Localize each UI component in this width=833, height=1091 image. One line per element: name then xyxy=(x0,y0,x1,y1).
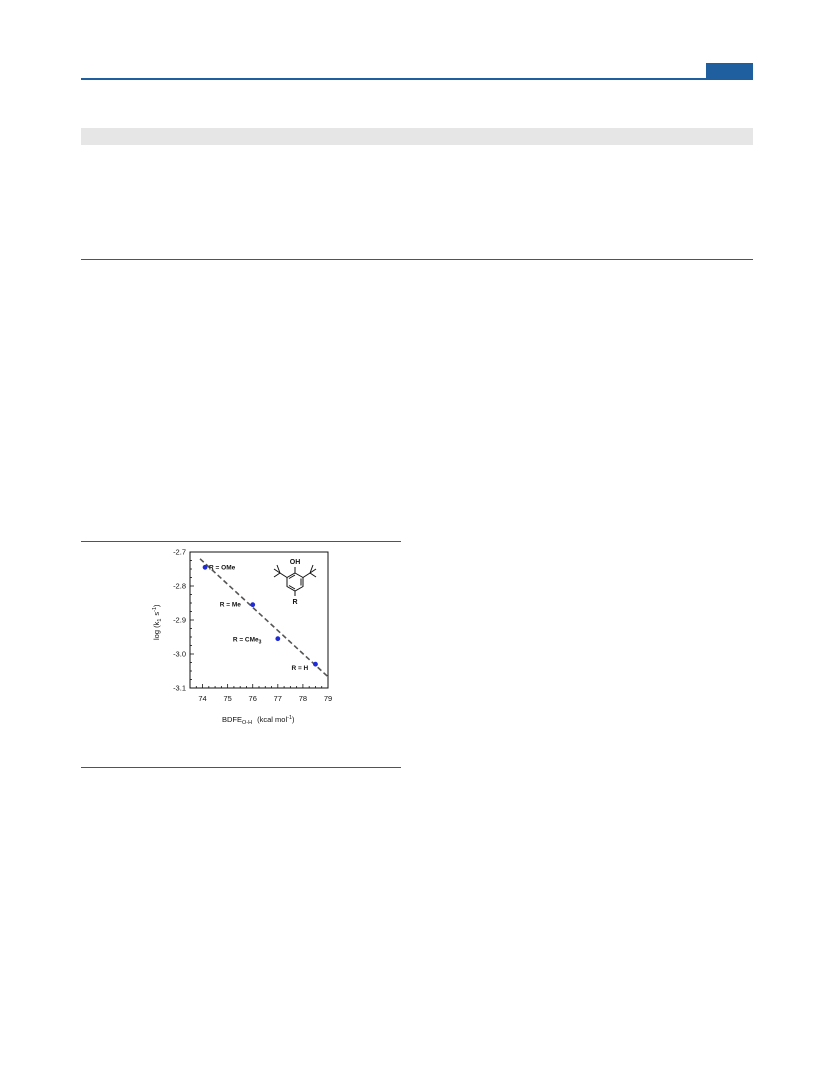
data-point xyxy=(313,662,318,667)
data-point xyxy=(250,602,255,607)
structure-oh-label: OH xyxy=(289,559,301,566)
fit-line xyxy=(200,559,328,677)
y-tick-label: -2.8 xyxy=(173,581,186,591)
bdfe-correlation-chart xyxy=(140,546,340,736)
data-point xyxy=(203,565,208,570)
x-tick-label: 76 xyxy=(248,694,257,703)
x-tick-label: 75 xyxy=(223,694,232,703)
section-band xyxy=(81,128,753,145)
x-tick-labels xyxy=(198,694,332,703)
y-tick-label: -2.7 xyxy=(173,547,186,557)
x-tick-label: 77 xyxy=(273,694,282,703)
point-label: R = OMe xyxy=(209,564,236,572)
x-tick-label: 79 xyxy=(323,694,333,703)
y-tick-label: -3.0 xyxy=(173,649,186,659)
data-point xyxy=(275,636,280,641)
section-rule xyxy=(81,259,753,260)
point-label: R = H xyxy=(291,665,309,673)
y-tick-label: -2.9 xyxy=(173,615,186,625)
figure-bottom-rule xyxy=(81,767,401,768)
figure-top-rule xyxy=(81,541,401,542)
y-axis-label: $\log (k_1s^{-1})$ xyxy=(152,604,163,640)
x-tick-label: 74 xyxy=(198,694,207,703)
y-tick-labels xyxy=(173,548,186,693)
structure-r-label: R xyxy=(292,599,298,606)
x-axis-label: $BDFE_{O-H}$ (kcal mol$^{-1}$) xyxy=(222,715,295,726)
x-tick-label: 78 xyxy=(298,694,308,703)
header-rule xyxy=(81,78,753,80)
point-label: R = CMe$_3$ xyxy=(232,636,262,646)
header-tab xyxy=(706,63,753,78)
y-tick-label: -3.1 xyxy=(173,683,186,693)
point-label: R = Me xyxy=(219,601,241,609)
phenol-structure xyxy=(274,565,316,596)
